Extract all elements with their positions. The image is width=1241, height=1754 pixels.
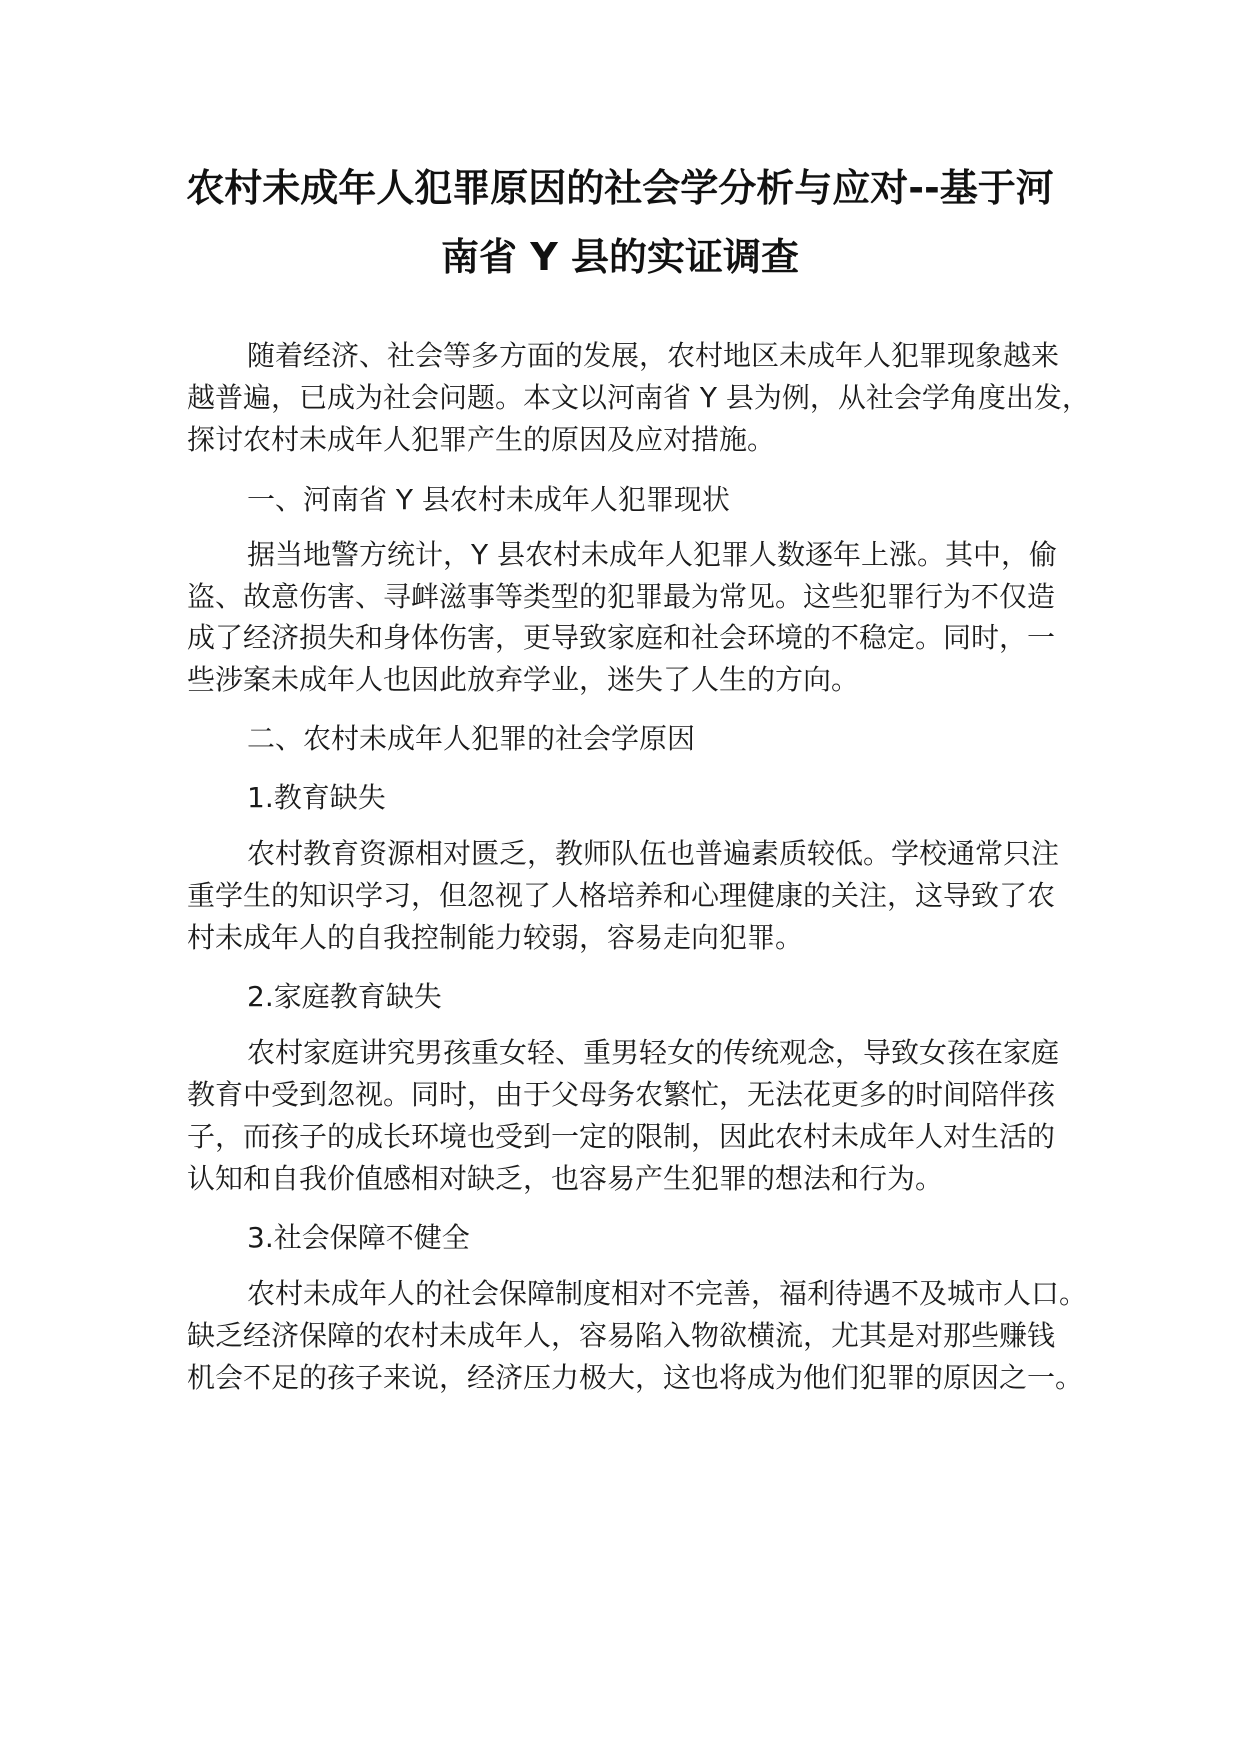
paragraph-line: 成了经济损失和身体伤害，更导致家庭和社会环境的不稳定。同时，一 [187, 621, 1056, 654]
subsection-heading: 3.社会保障不健全 [247, 1221, 470, 1254]
paragraph-line: 农村教育资源相对匮乏，教师队伍也普遍素质较低。学校通常只注 [247, 837, 1060, 870]
section-heading: 一、河南省 Y 县农村未成年人犯罪现状 [247, 483, 730, 516]
document-title-line-1: 农村未成年人犯罪原因的社会学分析与应对--基于河 [186, 166, 1054, 210]
subsection-heading: 2.家庭教育缺失 [247, 980, 442, 1013]
paragraph-line: 越普遍，已成为社会问题。本文以河南省 Y 县为例，从社会学角度出发， [187, 381, 1090, 414]
paragraph-line: 子，而孩子的成长环境也受到一定的限制，因此农村未成年人对生活的 [187, 1120, 1056, 1153]
paragraph-line: 据当地警方统计，Y 县农村未成年人犯罪人数逐年上涨。其中，偷 [247, 538, 1058, 571]
subsection-heading: 1.教育缺失 [247, 781, 386, 814]
paragraph-line: 盗、故意伤害、寻衅滋事等类型的犯罪最为常见。这些犯罪行为不仅造 [187, 580, 1056, 613]
paragraph-line: 农村家庭讲究男孩重女轻、重男轻女的传统观念，导致女孩在家庭 [247, 1036, 1060, 1069]
paragraph-line: 教育中受到忽视。同时，由于父母务农繁忙，无法花更多的时间陪伴孩 [187, 1078, 1056, 1111]
paragraph-line: 重学生的知识学习，但忽视了人格培养和心理健康的关注，这导致了农 [187, 879, 1056, 912]
section-heading: 二、农村未成年人犯罪的社会学原因 [247, 722, 696, 755]
paragraph-line: 认知和自我价值感相对缺乏，也容易产生犯罪的想法和行为。 [187, 1162, 944, 1195]
paragraph-line: 探讨农村未成年人犯罪产生的原因及应对措施。 [187, 423, 776, 456]
paragraph-line: 机会不足的孩子来说，经济压力极大，这也将成为他们犯罪的原因之一。 [187, 1361, 1084, 1394]
paragraph-line: 些涉案未成年人也因此放弃学业，迷失了人生的方向。 [187, 663, 860, 696]
document-title-line-2: 南省 Y 县的实证调查 [441, 235, 799, 279]
paragraph-line: 随着经济、社会等多方面的发展，农村地区未成年人犯罪现象越来 [247, 339, 1060, 372]
paragraph-line: 缺乏经济保障的农村未成年人，容易陷入物欲横流，尤其是对那些赚钱 [187, 1319, 1056, 1352]
paragraph-line: 村未成年人的自我控制能力较弱，容易走向犯罪。 [187, 921, 804, 954]
paragraph-line: 农村未成年人的社会保障制度相对不完善，福利待遇不及城市人口。 [247, 1277, 1088, 1310]
